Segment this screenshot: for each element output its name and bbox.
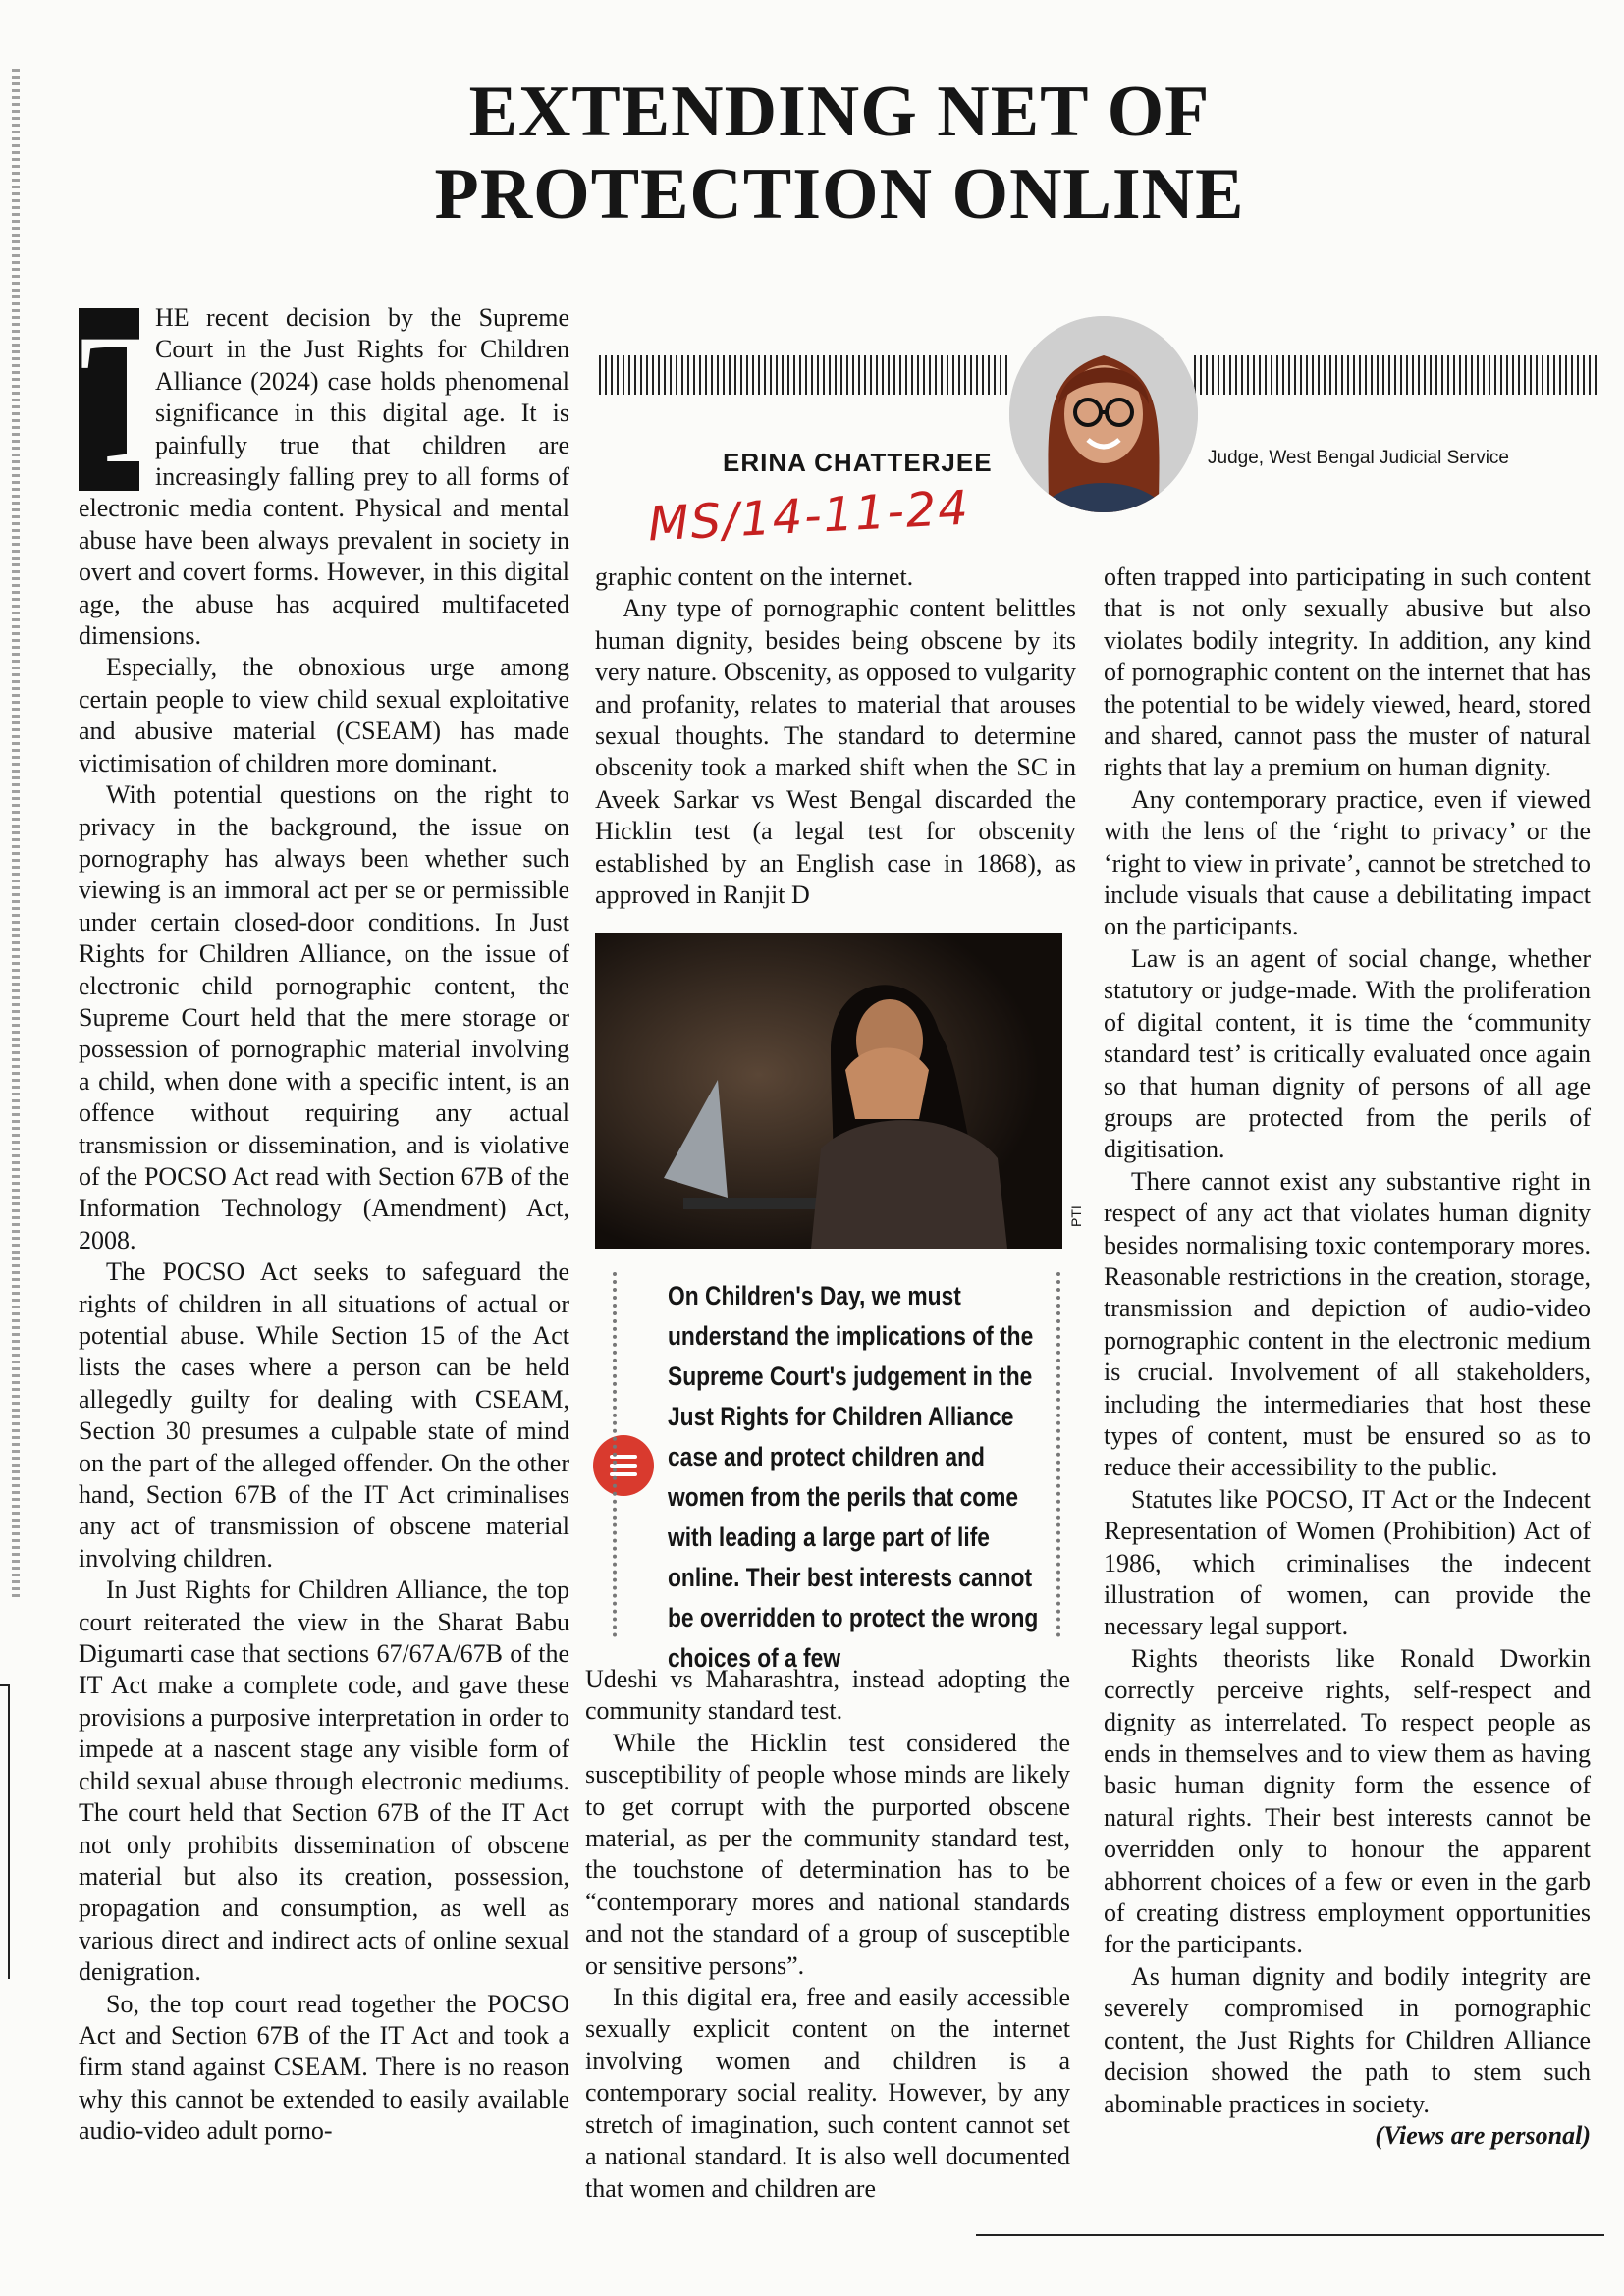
photo-credit: PTI <box>1068 1205 1084 1227</box>
views-disclaimer: (Views are personal) <box>1375 2120 1591 2150</box>
paragraph: HE recent decision by the Supreme Court in the Just Rights for Children Alliance (2024) case holds phenomenal significance in this digital age. It is painfully true that children are increasingly falling prey to all forms of electronic media content. Physical and mental abuse have been always prevalent in society in overt and covert forms. However, in this digital age, the abuse has acquired multifaceted dimensions. <box>79 303 569 651</box>
handwritten-note: MS/14-11-24 <box>646 480 972 553</box>
paragraph: Any contemporary practice, even if viewed with the lens of the ‘right to privacy’ or the ‘right to view in private’, cannot be stretched to include visuals that cause a debilitating impact on the participants. <box>1104 784 1592 941</box>
article-photo <box>595 933 1062 1249</box>
paragraph: graphic content on the internet. <box>595 562 914 591</box>
paragraph: Law is an agent of social change, whether statutory or judge-made. With the proliferation of digital content, it is time the ‘community standard test’ is critically evaluated once again so that human dignity of persons of all age groups are protected from the perils of digitisation. <box>1104 943 1591 1164</box>
paragraph: In Just Rights for Children Alliance, the top court reiterated the view in the Sharat Babu Digumarti case that sections 67/67A/67B of the IT Act make a complete code, and gave these provisions a purposive interpretation in order to impede at a nascent stage any visible form of child sexual abuse through electronic mediums. The court held that Section 67B of the IT Act not only prohibits dissemination of obscene material but also its creation, possession, propagation and consumption, as well as various direct and indirect acts of online sexual denigration. <box>79 1575 569 1987</box>
paragraph: Udeshi vs Maharashtra, instead adopting the community standard test. <box>585 1665 1070 1726</box>
column-3 <box>1104 561 1591 2152</box>
column-2-bottom <box>585 1664 1070 2205</box>
author-designation: Judge, West Bengal Judicial Service <box>1208 448 1509 468</box>
paragraph: In this digital era, free and easily accessible sexually explicit content on the internet involving women and children is a contemporary social reality. However, by any stretch of imagination, such content cannot set a national standard. It is also well documented that women and children are <box>585 1983 1070 2203</box>
byline-bars-right <box>1194 355 1598 395</box>
author-name: ERINA CHATTERJEE <box>723 448 993 477</box>
pullquote-box <box>613 1272 1060 1673</box>
headline-line-2: PROTECTION ONLINE <box>434 154 1245 235</box>
paragraph: While the Hicklin test considered the susceptibility of people whose minds are likely to get corrupt with the purported obscene material, as per the community standard test, the touchstone of determination has to be “contemporary mores and national standards and not the standard of a group of susceptible or sensitive persons”. <box>585 1728 1070 1980</box>
paragraph: As human dignity and bodily integrity are severely compromised in pornographic content, the Just Rights for Children Alliance decision showed the path to stem such abominable practices in society. <box>1104 1961 1591 2118</box>
paragraph: There cannot exist any substantive right in respect of any act that violates human dignity besides normalising toxic contemporary mores. Reasonable restrictions in the creation, storage, transmission and depiction of audio-video pornographic content in the electronic medium is crucial. Involvement of all stakeholders, including the intermediaries that host these types of content, must be ensured so as to reduce their accessibility to the public. <box>1104 1166 1591 1482</box>
paragraph: With potential questions on the right to privacy in the background, the issue on pornography has always been whether such viewing is an immoral act per se or permissible under certain closed-door conditions. In Just Rights for Children Alliance, on the issue of electronic child pornographic content, the Supreme Court held that the mere storage or possession of pornographic material involving a child, when done with a specific intent, is an offence without requiring any actual transmission or dissemination, and is violative of the POCSO Act read with Section 67B of the Information Technology (Amendment) Act, 2008. <box>79 780 569 1255</box>
page-edge-perforation <box>12 69 20 1600</box>
pullquote-text: On Children's Day, we must understand the implications of the Supreme Court's judgement in the Just Rights for Children Alliance case and protect children and women from the perils that come with leading a large part of life online. Their best interests cannot be overridden to protect the wrong choices of a few <box>668 1281 1039 1673</box>
margin-mark-vertical <box>8 1684 10 1979</box>
drop-cap: T <box>79 296 193 503</box>
paragraph: often trapped into participating in such content that is not only sexually abusive but also violates bodily integrity. In addition, any kind of pornographic content on the internet that has the potential to be widely viewed, heard, stored and shared, cannot pass the muster of natural rights that lay a premium on human dignity. <box>1104 562 1591 782</box>
headline-line-1: EXTENDING NET OF <box>468 72 1211 152</box>
author-avatar <box>1009 316 1198 512</box>
paragraph: So, the top court read together the POCSO Act and Section 67B of the IT Act and took a firm stand against CSEAM. There is no reason why this cannot be extended to easily available audio-video adult porno- <box>79 1989 569 2146</box>
bottom-rule <box>976 2234 1604 2236</box>
paragraph: Any type of pornographic content belittles human dignity, besides being obscene by its very nature. Obscenity, as opposed to vulgarity and profanity, relates to material that arouses sexual thoughts. The standard to determine obscenity took a marked shift when the SC in Aveek Sarkar vs West Bengal discarded the Hicklin test (a legal test for obscenity established by an English case in 1868), as approved in Ranjit D <box>595 594 1076 910</box>
paragraph: Especially, the obnoxious urge among certain people to view child sexual exploitative and abusive material (CSEAM) has made victimisation of children more dominant. <box>79 653 569 777</box>
paragraph: The POCSO Act seeks to safeguard the rights of children in all situations of actual or potential abuse. While Section 15 of the Act lists the cases where a person can be held allegedly guilty for dealing with CSEAM, Section 30 presumes a culpable state of mind on the part of the alleged offender. On the other hand, Section 67B of the IT Act criminalises any act of transmission of obscene material involving children. <box>79 1257 569 1573</box>
column-1 <box>79 296 569 2148</box>
paragraph: Rights theorists like Ronald Dworkin correctly perceive rights, self-respect and dignity as interrelated. To respect people as ends in themselves and to view them as having basic human dignity form the essence of natural rights. Their best interests cannot be overridden only to honour the apparent abhorrent choices of a few or even in the garb of creating distress employment opportunities for the participants. <box>1104 1643 1591 1959</box>
paragraph: Statutes like POCSO, IT Act or the Indecent Representation of Women (Prohibition) Act of 1986, which criminalises the indecent illustration of women, can provide the necessary legal support. <box>1104 1484 1591 1641</box>
column-2-top <box>595 561 1076 911</box>
headline <box>295 71 1384 236</box>
byline-bars-left <box>599 355 1007 395</box>
